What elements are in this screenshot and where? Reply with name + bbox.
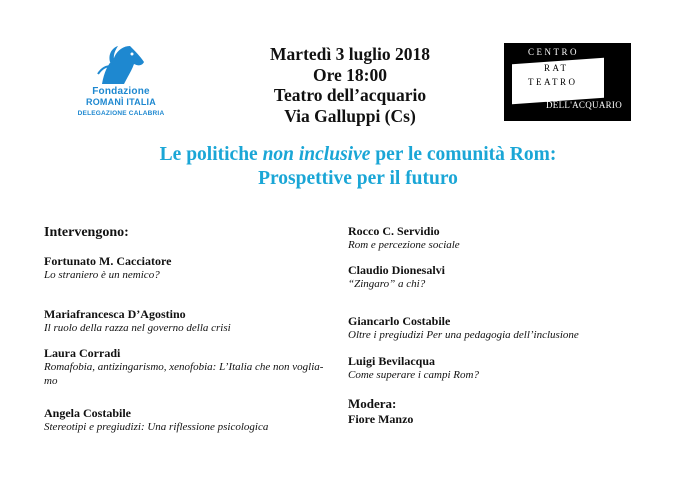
speaker-name: Mariafrancesca D’Agostino xyxy=(44,307,186,321)
centro-rat-logo xyxy=(504,43,631,121)
speaker-name: Laura Corradi xyxy=(44,346,121,360)
speaker-item xyxy=(348,314,579,342)
logo-word-acquario: DELL'ACQUARIO xyxy=(546,100,623,110)
speaker-item xyxy=(348,354,479,382)
title-emphasis: non inclusive xyxy=(262,144,371,165)
moderator-name: Fiore Manzo xyxy=(348,412,414,426)
speaker-item xyxy=(44,406,268,434)
moderator-heading: Modera: xyxy=(348,396,397,411)
event-venue: Teatro dell’acquario xyxy=(273,85,427,105)
fondazione-logo xyxy=(66,44,176,120)
speaker-item xyxy=(348,224,460,252)
logo-word-centro: CENTRO xyxy=(528,47,579,57)
page-title xyxy=(98,143,618,191)
speaker-talk: Come superare i campi Rom? xyxy=(348,369,479,381)
title-part-1: Le politiche xyxy=(159,144,263,165)
speaker-item xyxy=(348,263,445,291)
event-time: Ore 18:00 xyxy=(312,64,388,85)
horse-head-icon xyxy=(94,44,148,86)
speaker-item xyxy=(44,307,231,335)
speaker-talk-continued: mo xyxy=(44,375,58,387)
logo-line-fondazione: Fondazione xyxy=(92,86,150,97)
speakers-heading: Intervengono: xyxy=(44,225,129,240)
speaker-talk: Lo straniero è un nemico? xyxy=(44,269,160,281)
speaker-talk: “Zingaro” a chi? xyxy=(348,278,426,290)
event-address: Via Galluppi (Cs) xyxy=(284,105,416,126)
speaker-talk: Romafobia, antizingarismo, xenofobia: L’Italia che non voglia- xyxy=(44,361,324,373)
logo-line-romani-italia: ROMANÌ ITALIA xyxy=(86,97,156,107)
speaker-item xyxy=(44,346,323,388)
speaker-name: Luigi Bevilacqua xyxy=(348,354,436,368)
logo-line-delegazione: DELEGAZIONE CALABRIA xyxy=(77,110,165,117)
speaker-item xyxy=(44,254,171,282)
moderator-block xyxy=(348,396,413,426)
title-part-2: per le comunità Rom: xyxy=(370,144,557,165)
speaker-name: Fortunato M. Cacciatore xyxy=(44,254,172,268)
logo-word-teatro: TEATRO xyxy=(528,77,578,87)
speaker-name: Rocco C. Servidio xyxy=(348,224,440,238)
title-line-2: Prospettive per il futuro xyxy=(258,168,458,189)
event-date: Martedì 3 luglio 2018 xyxy=(270,44,430,64)
speaker-talk: Stereotipi e pregiudizi: Una riflessione psicologica xyxy=(44,421,269,433)
speaker-name: Giancarlo Costabile xyxy=(348,314,451,328)
speaker-name: Angela Costabile xyxy=(44,406,131,420)
event-details xyxy=(220,44,480,126)
speaker-talk: Rom e percezione sociale xyxy=(348,239,460,251)
speaker-talk: Il ruolo della razza nel governo della crisi xyxy=(44,322,231,334)
logo-word-rat: RAT xyxy=(544,63,569,73)
title-line-1 xyxy=(98,143,618,167)
speaker-name: Claudio Dionesalvi xyxy=(348,263,446,277)
speaker-talk: Oltre i pregiudizi Per una pedagogia dell’inclusione xyxy=(348,329,579,341)
